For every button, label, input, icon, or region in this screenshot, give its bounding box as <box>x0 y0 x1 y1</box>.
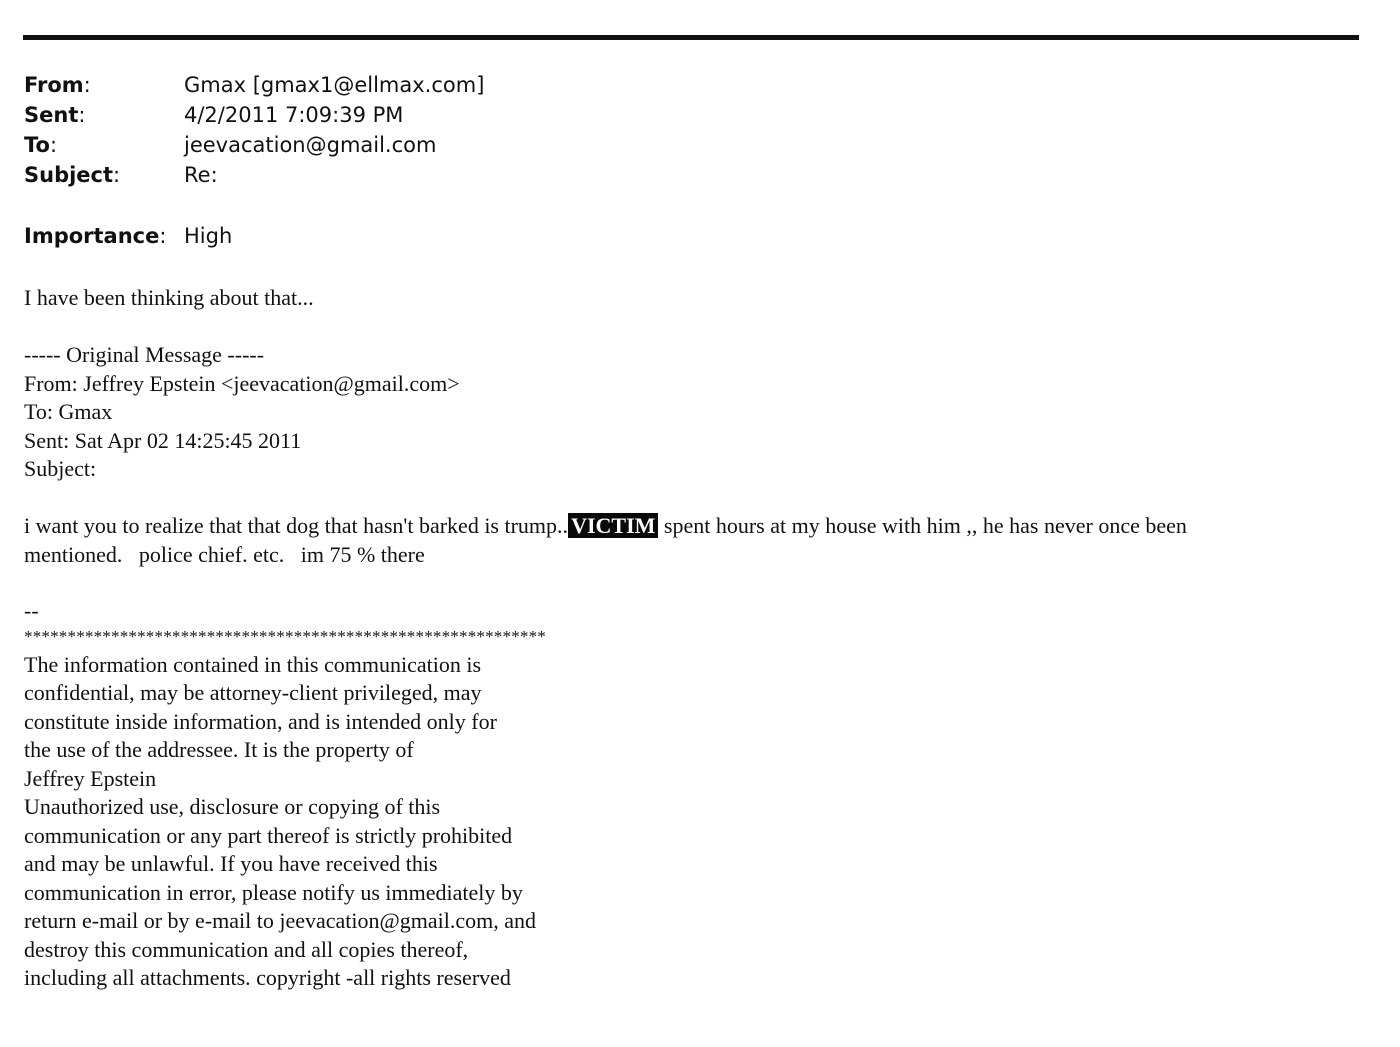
header-importance-value: High <box>184 224 233 248</box>
original-sent: Sent: Sat Apr 02 14:25:45 2011 <box>24 427 302 453</box>
original-to: To: Gmax <box>24 399 113 424</box>
disclaimer-line: return e-mail or by e-mail to jeevacation@gmail.com, and <box>24 908 537 933</box>
header-subject-value: Re: <box>184 163 218 187</box>
disclaimer-line: communication or any part thereof is strictly prohibited <box>24 822 513 848</box>
redaction-label: VICTIM <box>568 513 658 538</box>
header-to-row: To: jeevacation@gmail.com <box>24 130 484 160</box>
disclaimer-line: including all attachments. copyright -all rights reserved <box>24 965 511 990</box>
message-line-1 <box>24 512 1187 541</box>
reply-text: I have been thinking about that... <box>24 285 314 310</box>
disclaimer-line: destroy this communication and all copies thereof, <box>24 936 469 962</box>
disclaimer-line: communication in error, please notify us immediately by <box>24 879 523 905</box>
disclaimer-line: Unauthorized use, disclosure or copying of this <box>24 794 441 819</box>
header-subject-label: Subject <box>24 163 114 187</box>
disclaimer-line: confidential, may be attorney-client privileged, may <box>24 680 482 705</box>
header-to-value: jeevacation@gmail.com <box>184 133 437 157</box>
header-sent-value: 4/2/2011 7:09:39 PM <box>184 103 404 127</box>
message-line-1-after: spent hours at my house with him ,, he has never once been <box>658 513 1187 538</box>
header-to-label: To <box>24 133 50 157</box>
disclaimer-line: the use of the addressee. It is the property of <box>24 737 414 762</box>
header-sent-row: Sent: 4/2/2011 7:09:39 PM <box>24 100 484 130</box>
signature-dashes: -- <box>24 598 39 623</box>
disclaimer-line: Jeffrey Epstein <box>24 765 157 791</box>
original-from: From: Jeffrey Epstein <jeevacation@gmail.com> <box>24 370 460 396</box>
header-importance-row: Importance: High <box>24 221 484 251</box>
header-from-row: From: Gmax [gmax1@ellmax.com] <box>24 70 484 100</box>
original-separator: ----- Original Message ----- <box>24 342 265 367</box>
signature-stars: ************************************************************ <box>24 626 546 646</box>
top-rule <box>23 35 1359 40</box>
message-line-2: mentioned. police chief. etc. im 75 % there <box>24 541 425 567</box>
disclaimer-line: and may be unlawful. If you have received this <box>24 851 438 876</box>
email-header <box>24 70 484 251</box>
header-subject-row: Subject: Re: <box>24 160 484 190</box>
header-from-label: From <box>24 73 84 97</box>
message-line-1-before: i want you to realize that that dog that hasn't barked is trump.. <box>24 513 569 538</box>
original-subject: Subject: <box>24 456 97 481</box>
original-message-block <box>24 341 460 484</box>
disclaimer <box>24 651 546 993</box>
disclaimer-line: The information contained in this communication is <box>24 651 482 677</box>
disclaimer-line: constitute inside information, and is intended only for <box>24 708 497 734</box>
header-from-value: Gmax [gmax1@ellmax.com] <box>184 73 485 97</box>
message-body <box>24 512 1187 569</box>
signature-block <box>24 597 546 993</box>
header-importance-label: Importance <box>24 224 160 248</box>
header-sent-label: Sent <box>24 103 79 127</box>
